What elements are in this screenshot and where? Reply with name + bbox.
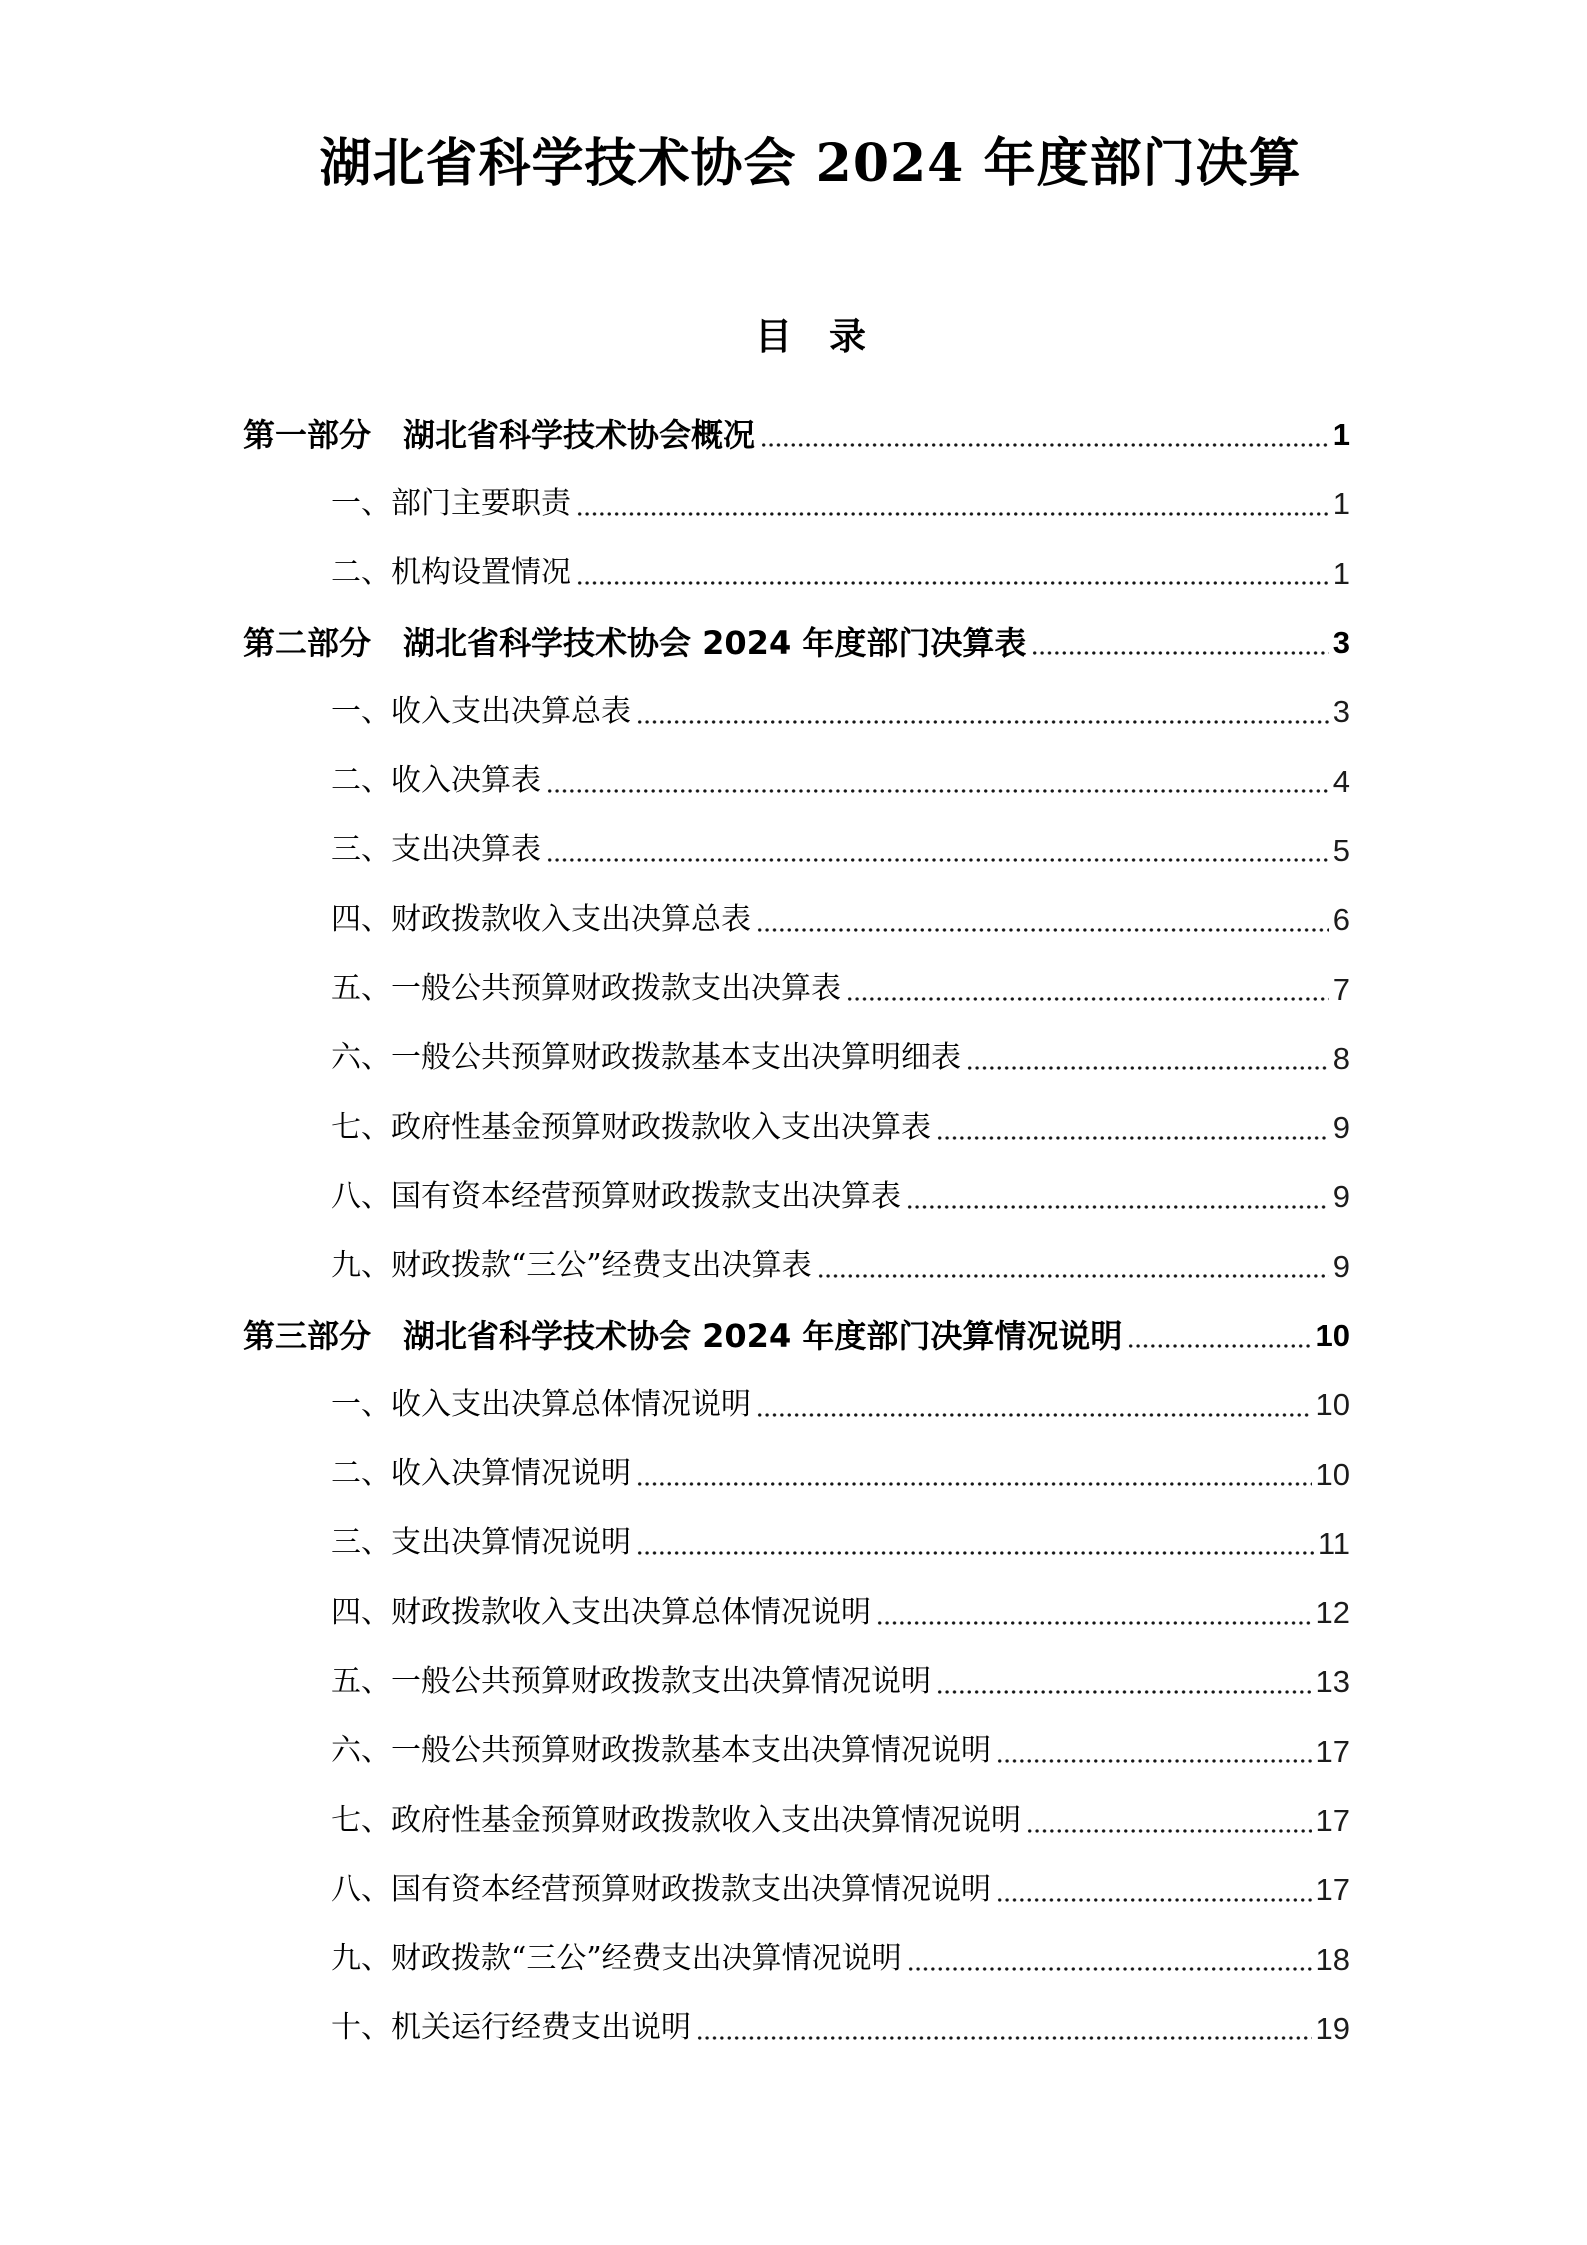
document-title: 湖北省科学技术协会 2024 年度部门决算 — [319, 133, 1302, 194]
toc-entry-page-number: 6 — [1332, 902, 1350, 938]
toc-entry-label: 一、收入支出决算总体情况说明 — [331, 1386, 751, 1422]
dot-leader — [756, 928, 1329, 932]
toc-entry-label: 九、财政拨款“三公”经费支出决算表 — [331, 1248, 812, 1284]
toc-entry — [243, 608, 1350, 677]
toc-entry-label: 二、收入决算情况说明 — [331, 1456, 631, 1492]
toc-entry-page-number: 9 — [1332, 1179, 1350, 1215]
toc-title: 目 录 — [755, 314, 866, 358]
dot-leader — [546, 789, 1329, 793]
toc-entry — [243, 1717, 1350, 1786]
dot-leader — [576, 581, 1329, 585]
toc-entry-page-number: 9 — [1332, 1110, 1350, 1146]
toc-entry-label: 四、财政拨款收入支出决算总表 — [331, 901, 751, 937]
toc-entry — [243, 677, 1350, 746]
dot-leader — [546, 858, 1329, 862]
toc-entry-page-number: 13 — [1315, 1664, 1350, 1700]
toc-entry-label: 七、政府性基金预算财政拨款收入支出决算情况说明 — [331, 1802, 1021, 1838]
dot-leader — [636, 720, 1329, 724]
toc-entry-page-number: 10 — [1315, 1387, 1350, 1423]
dot-leader — [907, 1967, 1312, 1971]
toc-entry — [243, 1232, 1350, 1301]
toc-entry — [243, 1786, 1350, 1855]
toc-entry-page-number: 9 — [1332, 1248, 1350, 1284]
dot-leader — [906, 1205, 1329, 1209]
toc-entry-page-number: 18 — [1315, 1941, 1350, 1977]
toc-entry-label: 五、一般公共预算财政拨款支出决算表 — [331, 971, 841, 1007]
dot-leader — [760, 443, 1329, 447]
toc-entry — [243, 1925, 1350, 1994]
toc-entry-page-number: 7 — [1332, 971, 1350, 1007]
toc-entry-label: 八、国有资本经营预算财政拨款支出决算表 — [331, 1178, 901, 1214]
dot-leader — [1031, 651, 1328, 655]
toc-entry — [243, 1162, 1350, 1231]
toc-entry-label: 二、收入决算表 — [331, 763, 541, 799]
dot-leader — [846, 997, 1329, 1001]
toc-entry-page-number: 5 — [1332, 832, 1350, 868]
toc-entry-page-number: 11 — [1317, 1525, 1350, 1561]
toc-entry-label: 三、支出决算表 — [331, 832, 541, 868]
toc-entry — [243, 1647, 1350, 1716]
toc-entry — [243, 746, 1350, 815]
toc-entry-label: 第一部分 湖北省科学技术协会概况 — [243, 415, 756, 454]
toc-entry — [243, 1301, 1350, 1370]
toc-entry-label: 六、一般公共预算财政拨款基本支出决算情况说明 — [331, 1733, 991, 1769]
toc-entry-page-number: 17 — [1315, 1803, 1350, 1839]
toc-entry-page-number: 19 — [1315, 2010, 1350, 2046]
toc-entry-label: 第三部分 湖北省科学技术协会 2024 年度部门决算情况说明 — [243, 1316, 1123, 1355]
dot-leader — [1127, 1344, 1311, 1348]
toc-entry-page-number: 10 — [1315, 1318, 1350, 1353]
toc-entry-label: 八、国有资本经营预算财政拨款支出决算情况说明 — [331, 1871, 991, 1907]
toc-entry-label: 第二部分 湖北省科学技术协会 2024 年度部门决算表 — [243, 623, 1027, 662]
toc-entry-page-number: 17 — [1315, 1733, 1350, 1769]
toc-entry — [243, 1994, 1350, 2063]
toc-entry — [243, 1024, 1350, 1093]
toc-entry — [243, 954, 1350, 1023]
toc-entry-page-number: 1 — [1332, 417, 1350, 453]
toc-entry-label: 一、部门主要职责 — [331, 485, 571, 521]
toc-entry — [243, 1093, 1350, 1162]
toc-entry-page-number: 4 — [1332, 763, 1350, 799]
toc-entry-label: 一、收入支出决算总表 — [331, 693, 631, 729]
toc-entry-page-number: 12 — [1315, 1595, 1350, 1631]
toc-entry-page-number: 3 — [1332, 625, 1350, 661]
dot-leader — [696, 2036, 1312, 2040]
dot-leader — [876, 1621, 1312, 1625]
toc-entry — [243, 885, 1350, 954]
toc-entry-page-number: 1 — [1332, 555, 1350, 591]
toc-entry-label: 六、一般公共预算财政拨款基本支出决算明细表 — [331, 1040, 961, 1076]
dot-leader — [996, 1759, 1312, 1763]
toc-entry — [243, 816, 1350, 885]
toc-entry — [243, 1855, 1350, 1924]
toc-entry-label: 三、支出决算情况说明 — [331, 1525, 631, 1561]
dot-leader — [1026, 1829, 1312, 1833]
toc-entry — [243, 1509, 1350, 1578]
toc-entry-page-number: 10 — [1315, 1456, 1350, 1492]
table-of-contents — [243, 400, 1350, 2063]
dot-leader — [636, 1551, 1314, 1555]
toc-entry — [243, 539, 1350, 608]
toc-entry-page-number: 3 — [1332, 694, 1350, 730]
toc-entry — [243, 1370, 1350, 1439]
toc-entry — [243, 1578, 1350, 1647]
toc-entry-label: 四、财政拨款收入支出决算总体情况说明 — [331, 1594, 871, 1630]
toc-entry-page-number: 8 — [1332, 1040, 1350, 1076]
toc-entry-label: 七、政府性基金预算财政拨款收入支出决算表 — [331, 1109, 931, 1145]
dot-leader — [817, 1274, 1329, 1278]
dot-leader — [936, 1690, 1312, 1694]
toc-entry-label: 五、一般公共预算财政拨款支出决算情况说明 — [331, 1663, 931, 1699]
toc-entry-page-number: 17 — [1315, 1872, 1350, 1908]
toc-entry-page-number: 1 — [1332, 486, 1350, 522]
toc-entry — [243, 400, 1350, 469]
toc-entry — [243, 1439, 1350, 1508]
dot-leader — [936, 1136, 1329, 1140]
toc-entry-label: 九、财政拨款“三公”经费支出决算情况说明 — [331, 1941, 902, 1977]
dot-leader — [756, 1413, 1312, 1417]
dot-leader — [576, 512, 1329, 516]
dot-leader — [966, 1066, 1329, 1070]
dot-leader — [996, 1898, 1312, 1902]
dot-leader — [636, 1482, 1312, 1486]
toc-entry — [243, 469, 1350, 538]
toc-entry-label: 十、机关运行经费支出说明 — [331, 2010, 691, 2046]
toc-entry-label: 二、机构设置情况 — [331, 555, 571, 591]
